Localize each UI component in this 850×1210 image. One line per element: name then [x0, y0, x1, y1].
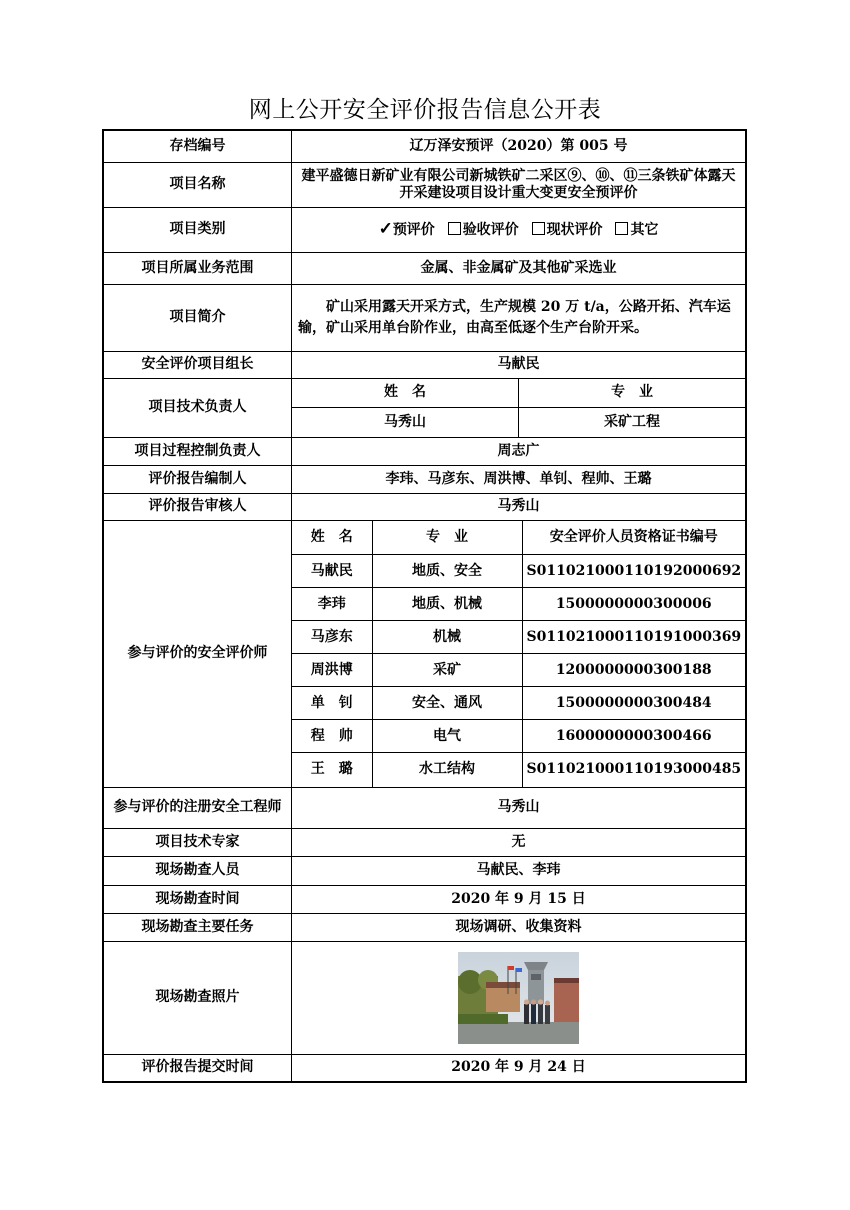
business-scope-value: 金属、非金属矿及其他矿采选业: [292, 252, 747, 284]
evaluators-header-name: 姓 名: [292, 521, 372, 555]
expert-value: 无: [292, 828, 747, 856]
row-submit-time: [103, 1054, 746, 1082]
page-title: 网上公开安全评价报告信息公开表: [248, 97, 602, 123]
row-reg-engineer: [103, 787, 746, 828]
site-staff-value: 马献民、李玮: [292, 856, 747, 885]
option-other[interactable]: 其它: [615, 221, 658, 239]
team-leader-value: 马献民: [292, 351, 747, 378]
table-row: 马彦东 机械 S011021000110191000369: [292, 621, 745, 654]
tech-lead-major-header: 专 业: [519, 379, 746, 408]
reviewer-label: 评价报告审核人: [103, 493, 292, 520]
row-business-scope: [103, 252, 746, 284]
row-tech-lead: [103, 378, 746, 437]
site-staff-label: 现场勘查人员: [103, 856, 292, 885]
compiler-value: 李玮、马彦东、周洪博、单钊、程帅、王璐: [292, 465, 747, 493]
site-task-label: 现场勘查主要任务: [103, 913, 292, 941]
row-archive: [103, 130, 746, 162]
tech-lead-major: 采矿工程: [519, 408, 746, 437]
evaluators-header-cert: 安全评价人员资格证书编号: [522, 521, 745, 555]
checkbox-icon: [448, 222, 461, 235]
tech-lead-grid: [292, 378, 747, 437]
info-table: [102, 129, 747, 1083]
evaluators-grid: [292, 520, 747, 787]
option-pre-evaluation[interactable]: ✓预评价: [378, 218, 435, 239]
project-name-label: 项目名称: [103, 162, 292, 207]
option-status-evaluation[interactable]: 现状评价: [532, 221, 603, 239]
evaluators-label: 参与评价的安全评价师: [103, 520, 292, 787]
site-photo-cell: [292, 941, 747, 1054]
site-time-label: 现场勘查时间: [103, 885, 292, 913]
business-scope-label: 项目所属业务范围: [103, 252, 292, 284]
row-intro: [103, 284, 746, 351]
checkmark-icon: ✓: [378, 218, 393, 239]
tech-lead-name: 马秀山: [292, 408, 519, 437]
checkbox-icon: [532, 222, 545, 235]
project-type-label: 项目类别: [103, 207, 292, 252]
row-project-name: [103, 162, 746, 207]
row-expert: [103, 828, 746, 856]
row-compiler: [103, 465, 746, 493]
site-time-value: 2020 年 9 月 15 日: [292, 885, 747, 913]
row-project-type: [103, 207, 746, 252]
table-row: 李玮 地质、机械 1500000000300006: [292, 588, 745, 621]
reviewer-value: 马秀山: [292, 493, 747, 520]
process-lead-value: 周志广: [292, 437, 747, 465]
table-row: 王 璐 水工结构 S011021000110193000485: [292, 753, 745, 787]
reg-engineer-label: 参与评价的注册安全工程师: [103, 787, 292, 828]
intro-label: 项目简介: [103, 284, 292, 351]
site-task-value: 现场调研、收集资料: [292, 913, 747, 941]
row-team-leader: [103, 351, 746, 378]
row-site-photo: [103, 941, 746, 1054]
row-reviewer: [103, 493, 746, 520]
row-site-task: [103, 913, 746, 941]
table-row: 程 帅 电气 1600000000300466: [292, 720, 745, 753]
option-acceptance-evaluation[interactable]: 验收评价: [448, 221, 519, 239]
archive-value: 辽万泽安预评（2020）第 005 号: [292, 130, 747, 162]
tech-lead-name-header: 姓 名: [292, 379, 519, 408]
checkbox-icon: [615, 222, 628, 235]
table-row: 周洪博 采矿 1200000000300188: [292, 654, 745, 687]
compiler-label: 评价报告编制人: [103, 465, 292, 493]
project-name-value: 建平盛德日新矿业有限公司新城铁矿二采区⑨、⑩、⑪三条铁矿体露天开采建设项目设计重大变更安全预评价: [292, 162, 747, 207]
intro-value: 矿山采用露天开采方式，生产规模 20 万 t/a，公路开拓、汽车运输，矿山采用单台阶作业，由高至低逐个生产台阶开采。: [292, 284, 747, 351]
team-leader-label: 安全评价项目组长: [103, 351, 292, 378]
row-site-staff: [103, 856, 746, 885]
reg-engineer-value: 马秀山: [292, 787, 747, 828]
evaluators-header-major: 专 业: [372, 521, 522, 555]
row-evaluators: [103, 520, 746, 787]
process-lead-label: 项目过程控制负责人: [103, 437, 292, 465]
project-type-options: [292, 207, 747, 252]
submit-time-label: 评价报告提交时间: [103, 1054, 292, 1082]
archive-label: 存档编号: [103, 130, 292, 162]
tech-lead-label: 项目技术负责人: [103, 378, 292, 437]
site-photo-label: 现场勘查照片: [103, 941, 292, 1054]
expert-label: 项目技术专家: [103, 828, 292, 856]
row-process-lead: [103, 437, 746, 465]
table-row: 单 钊 安全、通风 1500000000300484: [292, 687, 745, 720]
table-row: 马献民 地质、安全 S011021000110192000692: [292, 555, 745, 588]
site-photo: [458, 952, 579, 1044]
row-site-time: [103, 885, 746, 913]
submit-time-value: 2020 年 9 月 24 日: [292, 1054, 747, 1082]
